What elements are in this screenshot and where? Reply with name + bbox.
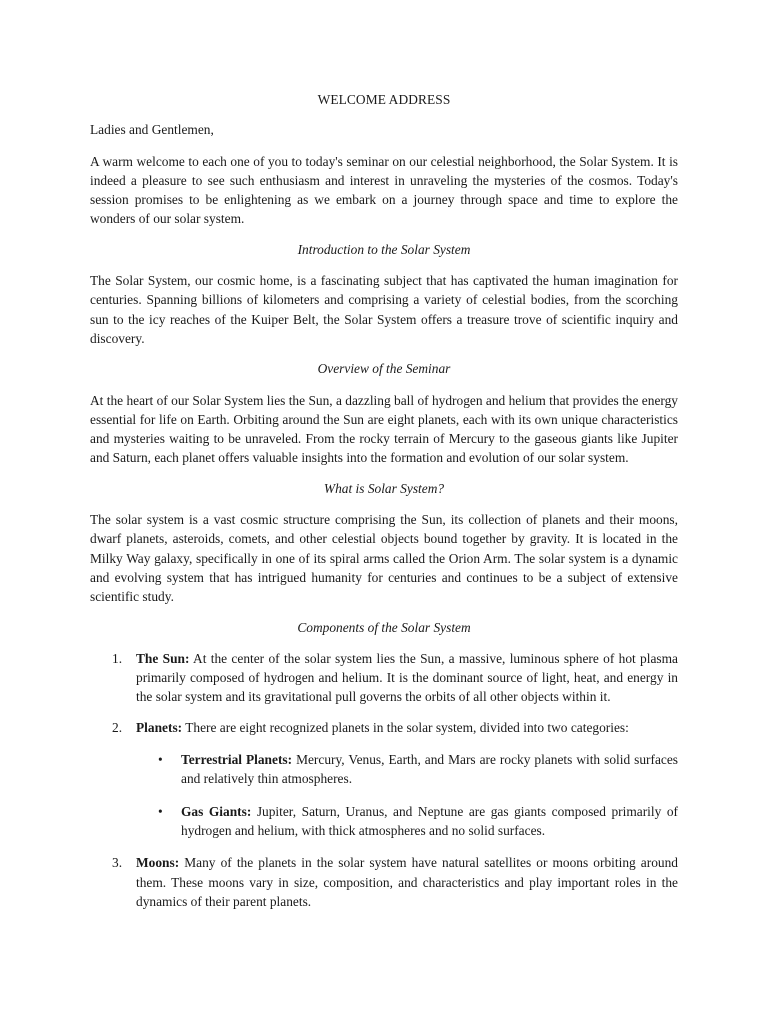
salutation: Ladies and Gentlemen, <box>90 122 214 138</box>
list-item-term: Moons: <box>136 855 180 871</box>
sublist-item-text: Mercury, Venus, Earth, and Mars are rocky planets with solid surfaces and relatively thin atmospheres. <box>181 752 679 787</box>
list-item <box>90 718 678 840</box>
section-paragraph-introduction: The Solar System, our cosmic home, is a fascinating subject that has captivated the human imagination for centuries. Spanning billions of kilometers and comprising a variety of celestial bodies, from the scorching sun to the icy reaches of the Kuiper Belt, the Solar System offers a treasure trove of scientific inquiry and discovery. <box>90 273 678 346</box>
sublist-item <box>90 802 678 841</box>
document-page <box>90 90 678 922</box>
section-paragraph-what-is: The solar system is a vast cosmic structure comprising the Sun, its collection of planets and their moons, dwarf planets, asteroids, comets, and other celestial objects bound together by gravity. It is located in the Milky Way galaxy, specifically in one of its spiral arms called the Orion Arm. The solar system is a dynamic and evolving system that has intrigued humanity for centuries and continues to be a subject of extensive scientific study. <box>90 512 678 605</box>
components-list <box>90 649 678 911</box>
bullet-icon: • <box>158 803 163 819</box>
list-item <box>90 853 678 911</box>
document-title: WELCOME ADDRESS <box>317 92 451 107</box>
list-item-text: There are eight recognized planets in the solar system, divided into two categories: <box>182 719 629 735</box>
section-heading-overview: Overview of the Seminar <box>317 361 451 377</box>
list-item-text: At the center of the solar system lies the Sun, a massive, luminous sphere of hot plasma primarily composed of hydrogen and helium. It is the dominant source of light, heat, and energy in the solar system and its gravitational pull governs the orbits of all other objects within it. <box>136 650 678 705</box>
sublist-wrapper <box>90 750 678 840</box>
bullet-icon: • <box>158 752 163 768</box>
sublist-item-text: Jupiter, Saturn, Uranus, and Neptune are gas giants composed primarily of hydrogen and helium, with thick atmospheres and no solid surfaces. <box>181 803 678 838</box>
section-paragraph-overview: At the heart of our Solar System lies the Sun, a dazzling ball of hydrogen and helium that provides the energy essential for life on Earth. Orbiting around the Sun are eight planets, each with its own unique characteristics and mysteries waiting to be unraveled. From the rocky terrain of Mercury to the gaseous giants like Jupiter and Saturn, each planet offers valuable insights into the formation and evolution of our solar system. <box>90 392 678 466</box>
list-item-term: Planets: <box>136 719 183 735</box>
list-item <box>90 649 678 707</box>
list-item-number: 3. <box>112 855 123 871</box>
sublist-item-term: Terrestrial Planets: <box>181 752 293 768</box>
section-heading-what-is: What is Solar System? <box>323 480 445 496</box>
planets-sublist <box>90 750 678 840</box>
list-item-number: 2. <box>112 719 123 735</box>
list-item-text: Many of the planets in the solar system have natural satellites or moons orbiting around them. These moons vary in size, composition, and characteristics and play important roles in the dynamics of their parent planets. <box>136 855 678 909</box>
section-heading-components: Components of the Solar System <box>297 619 471 635</box>
sublist-item-term: Gas Giants: <box>181 803 252 819</box>
sublist-item <box>90 750 678 789</box>
section-heading-introduction: Introduction to the Solar System <box>297 241 471 257</box>
intro-paragraph: A warm welcome to each one of you to today's seminar on our celestial neighborhood, the Solar System. It is indeed a pleasure to see such enthusiasm and interest in unraveling the mysteries of the cosmos. Today's session promises to be enlightening as we embark on a journey through space and time to explore the wonders of our solar system. <box>90 153 678 227</box>
list-item-term: The Sun: <box>136 650 190 666</box>
list-item-number: 1. <box>112 650 123 666</box>
